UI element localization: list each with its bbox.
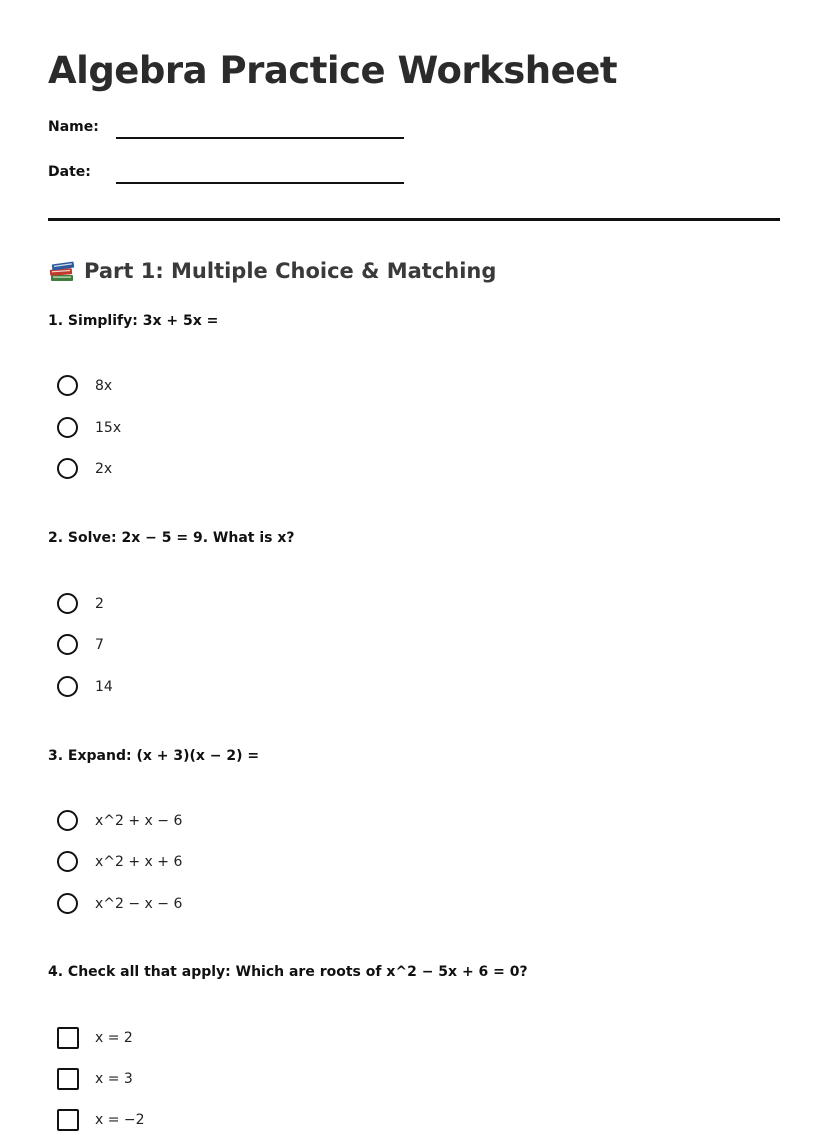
page-title: Algebra Practice Worksheet — [48, 49, 618, 92]
date-field — [48, 163, 408, 189]
q2-option-3[interactable] — [57, 676, 457, 702]
question-3: 3. Expand: (x + 3)(x − 2) = — [48, 748, 260, 764]
question-4: 4. Check all that apply: Which are roots of x^2 − 5x + 6 = 0? — [48, 964, 528, 980]
q4-option-2[interactable] — [57, 1068, 457, 1094]
option-label: x^2 − x − 6 — [95, 896, 183, 912]
checkbox[interactable] — [57, 1109, 79, 1131]
option-label: 7 — [95, 637, 104, 653]
option-label: x = 3 — [95, 1071, 133, 1087]
radio-button[interactable] — [57, 810, 78, 831]
radio-button[interactable] — [57, 634, 78, 655]
date-label: Date: — [48, 164, 91, 180]
q2-option-2[interactable] — [57, 634, 457, 660]
option-label: 15x — [95, 420, 122, 436]
option-label: x^2 + x + 6 — [95, 854, 183, 870]
option-label: x = −2 — [95, 1112, 145, 1128]
option-label: 14 — [95, 679, 113, 695]
name-label: Name: — [48, 119, 99, 135]
radio-button[interactable] — [57, 417, 78, 438]
q3-option-3[interactable] — [57, 893, 457, 919]
question-2: 2. Solve: 2x − 5 = 9. What is x? — [48, 530, 295, 546]
date-input-line[interactable] — [116, 182, 404, 184]
q4-option-1[interactable] — [57, 1027, 457, 1053]
q2-option-1[interactable] — [57, 593, 457, 619]
question-1: 1. Simplify: 3x + 5x = — [48, 313, 219, 329]
section-title: Part 1: Multiple Choice & Matching — [84, 259, 497, 283]
option-label: 2x — [95, 461, 113, 477]
q3-option-2[interactable] — [57, 851, 457, 877]
q1-option-2[interactable] — [57, 417, 457, 443]
name-input-line[interactable] — [116, 137, 404, 139]
option-label: 8x — [95, 378, 113, 394]
radio-button[interactable] — [57, 458, 78, 479]
q3-option-1[interactable] — [57, 810, 457, 836]
header-divider — [48, 218, 780, 221]
q4-option-3[interactable] — [57, 1109, 457, 1135]
radio-button[interactable] — [57, 593, 78, 614]
checkbox[interactable] — [57, 1068, 79, 1090]
radio-button[interactable] — [57, 851, 78, 872]
books-icon — [48, 260, 76, 284]
checkbox[interactable] — [57, 1027, 79, 1049]
option-label: 2 — [95, 596, 104, 612]
name-field — [48, 118, 408, 144]
q1-option-3[interactable] — [57, 458, 457, 484]
option-label: x^2 + x − 6 — [95, 813, 183, 829]
option-label: x = 2 — [95, 1030, 133, 1046]
q1-option-1[interactable] — [57, 375, 457, 401]
radio-button[interactable] — [57, 893, 78, 914]
radio-button[interactable] — [57, 676, 78, 697]
radio-button[interactable] — [57, 375, 78, 396]
